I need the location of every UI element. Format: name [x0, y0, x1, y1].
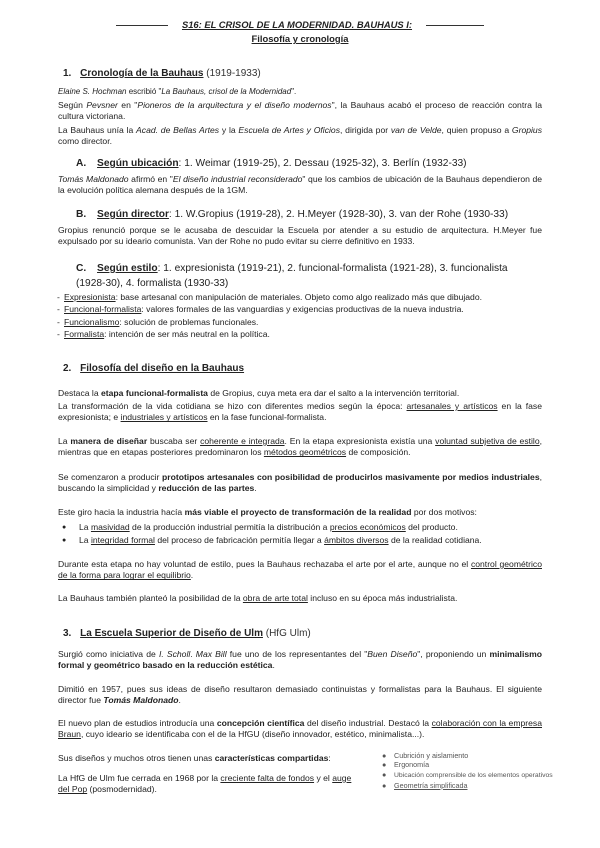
list-item — [79, 522, 545, 533]
s2-bul2-c: del proceso de fabricación permitía llegar a — [154, 535, 325, 546]
s1-p1-text: escribió " — [126, 87, 162, 96]
s2-bul2-b: integridad formal — [90, 535, 155, 546]
section-2-number: 2. — [63, 363, 72, 374]
s1-c-title: Según estilo — [97, 263, 158, 274]
s1-p2-author: Pevsner — [86, 100, 118, 110]
feature-text: Geometría simplificada — [394, 780, 468, 790]
list-item: ● Ubicación comprensible de los elementos operativos — [382, 769, 553, 779]
s2-p3-c: buscaba ser — [147, 436, 201, 446]
s3-p1-g: ", proponiendo un — [417, 649, 490, 659]
section-3-abbr: (HfG Ulm) — [265, 628, 311, 639]
s1-a-p-b: afirmó en " — [128, 174, 173, 184]
s3-p5-b: creciente falta de fondos — [220, 773, 315, 783]
s2-p3-b: manera de diseñar — [70, 436, 148, 446]
page-subtitle: Filosofía y cronología — [251, 33, 349, 44]
s2-p6-b: control geométrico de la forma para lograr el equilibrio — [58, 559, 542, 581]
s3-p5-d: auge del Pop — [58, 773, 352, 795]
s2-bul1-e: del producto. — [405, 522, 458, 532]
s3-paragraph-5 — [58, 773, 358, 796]
s3-p4-b: características compartidas — [214, 753, 329, 763]
s2-bul1-b: masividad — [90, 522, 130, 532]
s1-a-title: Según ubicación — [97, 158, 179, 169]
list-item-text: : base artesanal con manipulación de materiales. Objeto como algo realizado más que dibujado. — [115, 292, 483, 302]
s3-p1-a: Surgió como iniciativa de — [58, 649, 159, 659]
section-3-heading — [63, 627, 311, 640]
list-item-text: : valores formales de las vanguardias y exigencias productivas de la nueva industria. — [141, 304, 464, 315]
s1-p3-f: van de Velde — [390, 125, 442, 135]
list-item-term: Formalista — [64, 329, 105, 340]
s1-b-rest: : 1. W.Gropius (1919-28), 2. H.Meyer (1928-30), 3. van der Rohe (1930-33) — [168, 209, 509, 220]
s2-paragraph-1 — [58, 388, 542, 399]
s2-paragraph-5 — [58, 507, 542, 518]
s2-p4-a: Se comenzaron a producir — [58, 472, 162, 482]
s3-p2-c: . — [178, 695, 181, 706]
list-item-text: : intención de ser más neutral en la política. — [104, 329, 270, 340]
s1-p3-d: Escuela de Artes y Oficios — [238, 125, 340, 135]
s2-p1-b: etapa funcional-formalista — [101, 388, 208, 398]
s1-style-list — [64, 292, 544, 340]
s2-p1-c: de Gropius, cuya meta era dar el salto a la intervención territorial. — [207, 388, 460, 398]
list-item — [64, 317, 544, 328]
s2-paragraph-3 — [58, 436, 542, 459]
s2-bul1-a: La — [79, 522, 91, 532]
s1-p1-author: Elaine S. Hochman — [58, 87, 127, 96]
header-rule-left — [116, 25, 168, 26]
feature-text: Cubrición y aislamiento — [394, 751, 469, 760]
s2-p2-a: La transformación de la vida cotidiana se hizo con diferentes medios según la época: — [58, 401, 407, 411]
s3-paragraph-3 — [58, 718, 542, 741]
s2-p5-c: por dos motivos: — [411, 507, 477, 517]
s2-p2-d: industriales y artísticos — [120, 412, 208, 423]
s3-p1-i: . — [272, 660, 275, 671]
s1-a-rest: : 1. Weimar (1919-25), 2. Dessau (1925-32), 3. Berlín (1932-33) — [178, 158, 467, 169]
s3-p4-a: Sus diseños y muchos otros tienen unas — [58, 753, 215, 763]
s1-p3-h: Gropius — [511, 125, 543, 135]
list-item — [64, 292, 544, 303]
list-item — [79, 535, 545, 546]
s3-p1-b: I. Scholl — [158, 649, 191, 659]
s2-p3-i: de composición. — [346, 447, 411, 458]
list-item — [64, 329, 544, 340]
s2-bullet-list — [79, 522, 545, 547]
s1-b-letter: B. — [76, 209, 87, 220]
feature-text: Ubicación comprensible de los elementos operativos — [394, 771, 553, 779]
s3-p3-b: concepción científica — [216, 718, 305, 728]
s2-p4-c: , buscando la simplicidad y — [58, 472, 542, 494]
header — [0, 19, 600, 31]
s3-p3-e: , cuyo ideario se identificaba con el de la HfGU (diseño innovador, estético, minimalista...). — [80, 729, 425, 740]
section-3-title: La Escuela Superior de Diseño de Ulm — [80, 628, 263, 639]
s1-b-title: Según director — [97, 209, 169, 220]
page-title: S16: EL CRISOL DE LA MODERNIDAD. BAUHAUS I: — [181, 19, 413, 30]
s1-a-letter: A. — [76, 158, 87, 169]
s1-paragraph-1 — [58, 87, 542, 98]
s2-paragraph-2 — [58, 401, 542, 424]
s2-bul2-d: ámbitos diversos — [324, 535, 389, 546]
s1-p1-book: La Bauhaus, crisol de la Modernidad — [161, 87, 292, 96]
s3-p1-e: fue uno de los representantes del " — [226, 649, 368, 659]
s3-p4-c: : — [328, 753, 331, 763]
s3-features-list — [382, 751, 552, 790]
list-item-term: Funcional-formalista — [64, 304, 142, 315]
s3-p5-e: (posmodernidad). — [87, 784, 157, 795]
header-rule-right — [426, 25, 484, 26]
s1-p3-g: , quien propuso a — [441, 125, 512, 135]
s2-p6-a: Durante esta etapa no hay voluntad de estilo, pues la Bauhaus rechazaba el arte por el arte, aunque no el — [58, 559, 471, 569]
s2-p6-c: . — [190, 570, 194, 581]
s3-paragraph-4 — [58, 753, 378, 764]
s2-p3-a: La — [58, 436, 71, 446]
s2-p4-e: . — [254, 483, 257, 494]
s1-subsection-b-heading — [76, 208, 508, 221]
s2-p5-b: más viable el proyecto de transformación de la realidad — [184, 507, 412, 517]
s2-p3-g: , mientras que en etapas posteriores predominaron los — [58, 436, 542, 458]
list-item-term: Expresionista — [64, 292, 116, 302]
s2-p4-b: prototipos artesanales con posibilidad de producirlos masivamente por medios industriales — [161, 472, 540, 482]
section-1-years: (1919-1933) — [206, 68, 261, 79]
s3-paragraph-1 — [58, 649, 542, 672]
s2-bul1-d: precios económicos — [329, 522, 406, 532]
s1-paragraph-2 — [58, 100, 542, 123]
s2-p5-a: Este giro hacia la industria hacía — [58, 507, 185, 517]
s1-c-rest: : 1. expresionista (1919-21), 2. funcional-formalista (1921-28), 3. funcionalista (1928-30), 4. formalista (1930-33) — [76, 263, 508, 289]
list-item-text: : solución de problemas funcionales. — [119, 316, 259, 327]
list-item: ● Geometría simplificada — [382, 780, 468, 790]
s2-p7-b: obra de arte total — [242, 593, 308, 603]
s3-p3-d: colaboración con la empresa Braun — [58, 718, 542, 740]
section-1-number: 1. — [63, 68, 72, 79]
s1-c-letter: C. — [76, 263, 87, 274]
list-item: ● Ergonomía — [382, 760, 430, 770]
s1-p2-e: ", la Bauhaus acabó el proceso de reacción contra la cultura victoriana. — [58, 100, 542, 122]
s2-p2-c: en la fase expresionista; e — [58, 401, 542, 423]
s1-p3-a: La Bauhaus unía la — [58, 125, 137, 135]
s2-paragraph-7 — [58, 593, 542, 604]
s3-p5-c: y el — [314, 773, 333, 783]
s1-a-book: El diseño industrial reconsiderado — [172, 174, 303, 184]
s1-p3-b: Acad. de Bellas Artes — [136, 125, 220, 135]
s1-p3-c: y la — [219, 125, 239, 135]
s3-p1-h: minimalismo formal y geométrico basado en la reducción estética — [58, 649, 543, 671]
s2-bul2-a: La — [79, 535, 91, 546]
s1-a-p-d: " que los cambios de ubicación de la Bauhaus dependieron de la evolución política alemana después de la 1GM. — [58, 174, 543, 196]
s1-subsection-b-text: Gropius renunció porque se le acusaba de descuidar la Escuela por atender a su estudio de arquitectura. H.Meyer fue expulsado por su ideario comunista. Van der Rohe no pudo evitar su cierre definitivo en 1933. — [58, 225, 542, 247]
s2-bul2-e: de la realidad cotidiana. — [388, 535, 482, 546]
s2-p1-a: Destaca la — [58, 388, 101, 398]
s2-p7-c: incluso en su época más industrialista. — [307, 593, 458, 603]
s1-subsection-c-heading — [76, 262, 536, 292]
s2-p3-h: métodos geométricos — [263, 447, 347, 458]
s3-p2-b: Tomás Maldonado — [103, 695, 179, 706]
s3-p5-a: La HfG de Ulm fue cerrada en 1968 por la — [58, 773, 221, 783]
s1-p3-i: como director. — [58, 136, 112, 147]
list-item: ● Cubrición y aislamiento — [382, 751, 469, 760]
s2-paragraph-4 — [58, 472, 542, 495]
list-item — [64, 304, 544, 315]
s1-paragraph-3 — [58, 125, 542, 148]
s3-p1-d: Max Bill — [195, 649, 227, 659]
s3-p2-a: Dimitió en 1957, pues sus ideas de diseño resultaron demasiado continuistas y formalistas para la Bauhaus. El siguiente director fue — [58, 684, 542, 706]
feature-text: Ergonomía — [394, 760, 430, 770]
s2-p7-a: La Bauhaus también planteó la posibilidad de la — [58, 593, 243, 603]
s1-subsection-a-heading — [76, 157, 467, 170]
s1-a-author: Tomás Maldonado — [58, 174, 129, 184]
section-3-number: 3. — [63, 628, 72, 639]
s2-p3-f: voluntad subjetiva de estilo — [435, 436, 540, 446]
s2-paragraph-6 — [58, 559, 542, 582]
s1-subsection-a-text — [58, 174, 542, 197]
s3-p3-a: El nuevo plan de estudios introducía una — [58, 718, 217, 728]
s3-p3-c: del diseño industrial. Destacó la — [304, 718, 432, 728]
section-1-heading — [63, 67, 261, 80]
s2-p4-d: reducción de las partes — [158, 483, 255, 494]
list-item-term: Funcionalismo — [64, 316, 120, 327]
s2-p3-e: . En la etapa expresionista existía una — [284, 436, 436, 446]
s3-p1-f: Buen Diseño — [367, 649, 418, 659]
s1-p2-book: Pioneros de la arquitectura y el diseño modernos — [137, 100, 332, 110]
s1-p3-e: , dirigida por — [340, 125, 391, 135]
section-2-heading — [63, 362, 244, 375]
s2-bul1-c: de la producción industrial permitía la distribución a — [129, 522, 330, 532]
s2-p3-d: coherente e integrada — [200, 436, 285, 446]
s2-p2-e: en la fase funcional-formalista. — [207, 412, 327, 423]
s1-p2-c: en " — [117, 100, 138, 110]
s3-paragraph-2 — [58, 684, 542, 707]
s3-p1-c: . — [190, 649, 196, 659]
s2-p2-b: artesanales y artísticos — [406, 401, 498, 411]
section-1-title: Cronología de la Bauhaus — [80, 68, 204, 79]
s1-p2-a: Según — [58, 100, 87, 110]
section-2-title: Filosofía del diseño en la Bauhaus — [80, 363, 245, 374]
s1-p1-end: ". — [291, 87, 297, 96]
